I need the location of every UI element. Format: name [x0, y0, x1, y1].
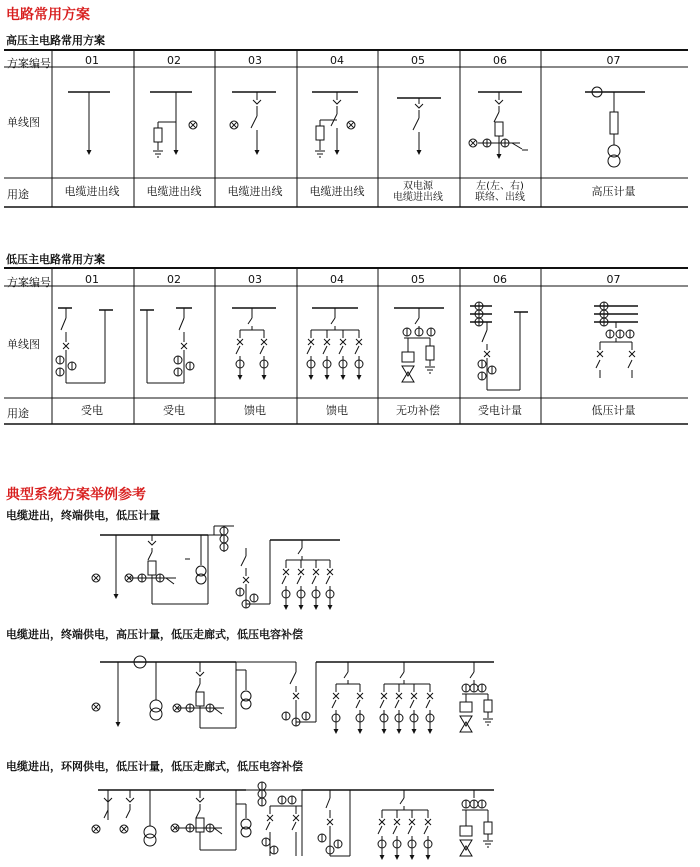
lv-use-03: 馈电	[244, 404, 266, 417]
system-diagram-1	[92, 526, 340, 610]
lv-use-07: 低压计量	[591, 404, 636, 417]
section-title-system: 典型系统方案举例参考	[6, 487, 146, 503]
example-title-1: 电缆进出，终端供电，低压计量	[6, 509, 160, 522]
hv-code-02: 02	[167, 54, 181, 67]
hv-diagram-05	[397, 98, 441, 155]
hv-use-01: 电缆进出线	[64, 185, 120, 198]
hv-diagram-03	[230, 92, 276, 155]
hv-code-07: 07	[606, 54, 621, 67]
lv-header-use: 用途	[7, 407, 29, 420]
lv-diagram-03	[232, 308, 276, 380]
hv-code-06: 06	[493, 54, 507, 67]
hv-code-01: 01	[85, 54, 99, 67]
lv-code-01: 01	[85, 273, 99, 286]
lv-table-title: 低压主电路常用方案	[6, 253, 105, 266]
hv-code-05: 05	[411, 54, 425, 67]
hv-code-03: 03	[248, 54, 262, 67]
lv-use-04: 馈电	[326, 404, 348, 417]
hv-diagram-04	[312, 92, 358, 157]
lv-header-diagram: 单线图	[7, 338, 40, 351]
hv-header-code: 方案编号	[7, 57, 51, 70]
hv-diagram-01	[68, 92, 110, 155]
hv-diagram-02	[150, 92, 197, 157]
lv-diagram-06	[470, 302, 528, 390]
hv-table-title: 高压主电路常用方案	[6, 34, 105, 47]
hv-use-03: 电缆进出线	[227, 185, 283, 198]
example-title-3: 电缆进出，环网供电，低压计量，低压走廊式，低压电容补偿	[6, 760, 303, 773]
lv-code-02: 02	[167, 273, 181, 286]
lv-use-05: 无功补偿	[396, 404, 440, 417]
hv-use-05: 双电源 电缆进出线	[393, 181, 443, 203]
hv-code-04: 04	[330, 54, 344, 67]
lv-use-02: 受电	[163, 404, 185, 417]
section-title-circuit: 电路常用方案	[6, 7, 90, 23]
lv-code-07: 07	[606, 273, 621, 286]
system-diagram-3	[92, 782, 494, 860]
hv-use-02: 电缆进出线	[146, 185, 202, 198]
lv-diagram-04	[307, 308, 363, 380]
hv-diagram-06	[469, 92, 528, 159]
lv-code-04: 04	[330, 273, 344, 286]
lv-use-06: 受电计量	[478, 404, 522, 417]
hv-header-diagram: 单线图	[7, 116, 40, 129]
lv-code-06: 06	[493, 273, 507, 286]
table-rules	[4, 50, 688, 424]
lv-diagram-01	[56, 308, 113, 383]
example-title-2: 电缆进出，终端供电，高压计量，低压走廊式，低压电容补偿	[6, 628, 303, 641]
lv-code-03: 03	[248, 273, 262, 286]
lv-diagram-02	[140, 308, 194, 383]
lv-use-01: 受电	[81, 404, 103, 417]
lv-code-05: 05	[411, 273, 425, 286]
hv-use-06: 左(左、右) 联络、出线	[475, 181, 525, 203]
hv-use-07: 高压计量	[591, 185, 636, 198]
lv-header-code: 方案编号	[7, 276, 51, 289]
system-diagram-2	[92, 656, 494, 734]
lv-diagram-05	[394, 308, 444, 382]
hv-diagram-07	[585, 87, 645, 167]
lv-diagram-07	[594, 302, 638, 378]
hv-header-use: 用途	[7, 188, 29, 201]
hv-use-04: 电缆进出线	[309, 185, 365, 198]
